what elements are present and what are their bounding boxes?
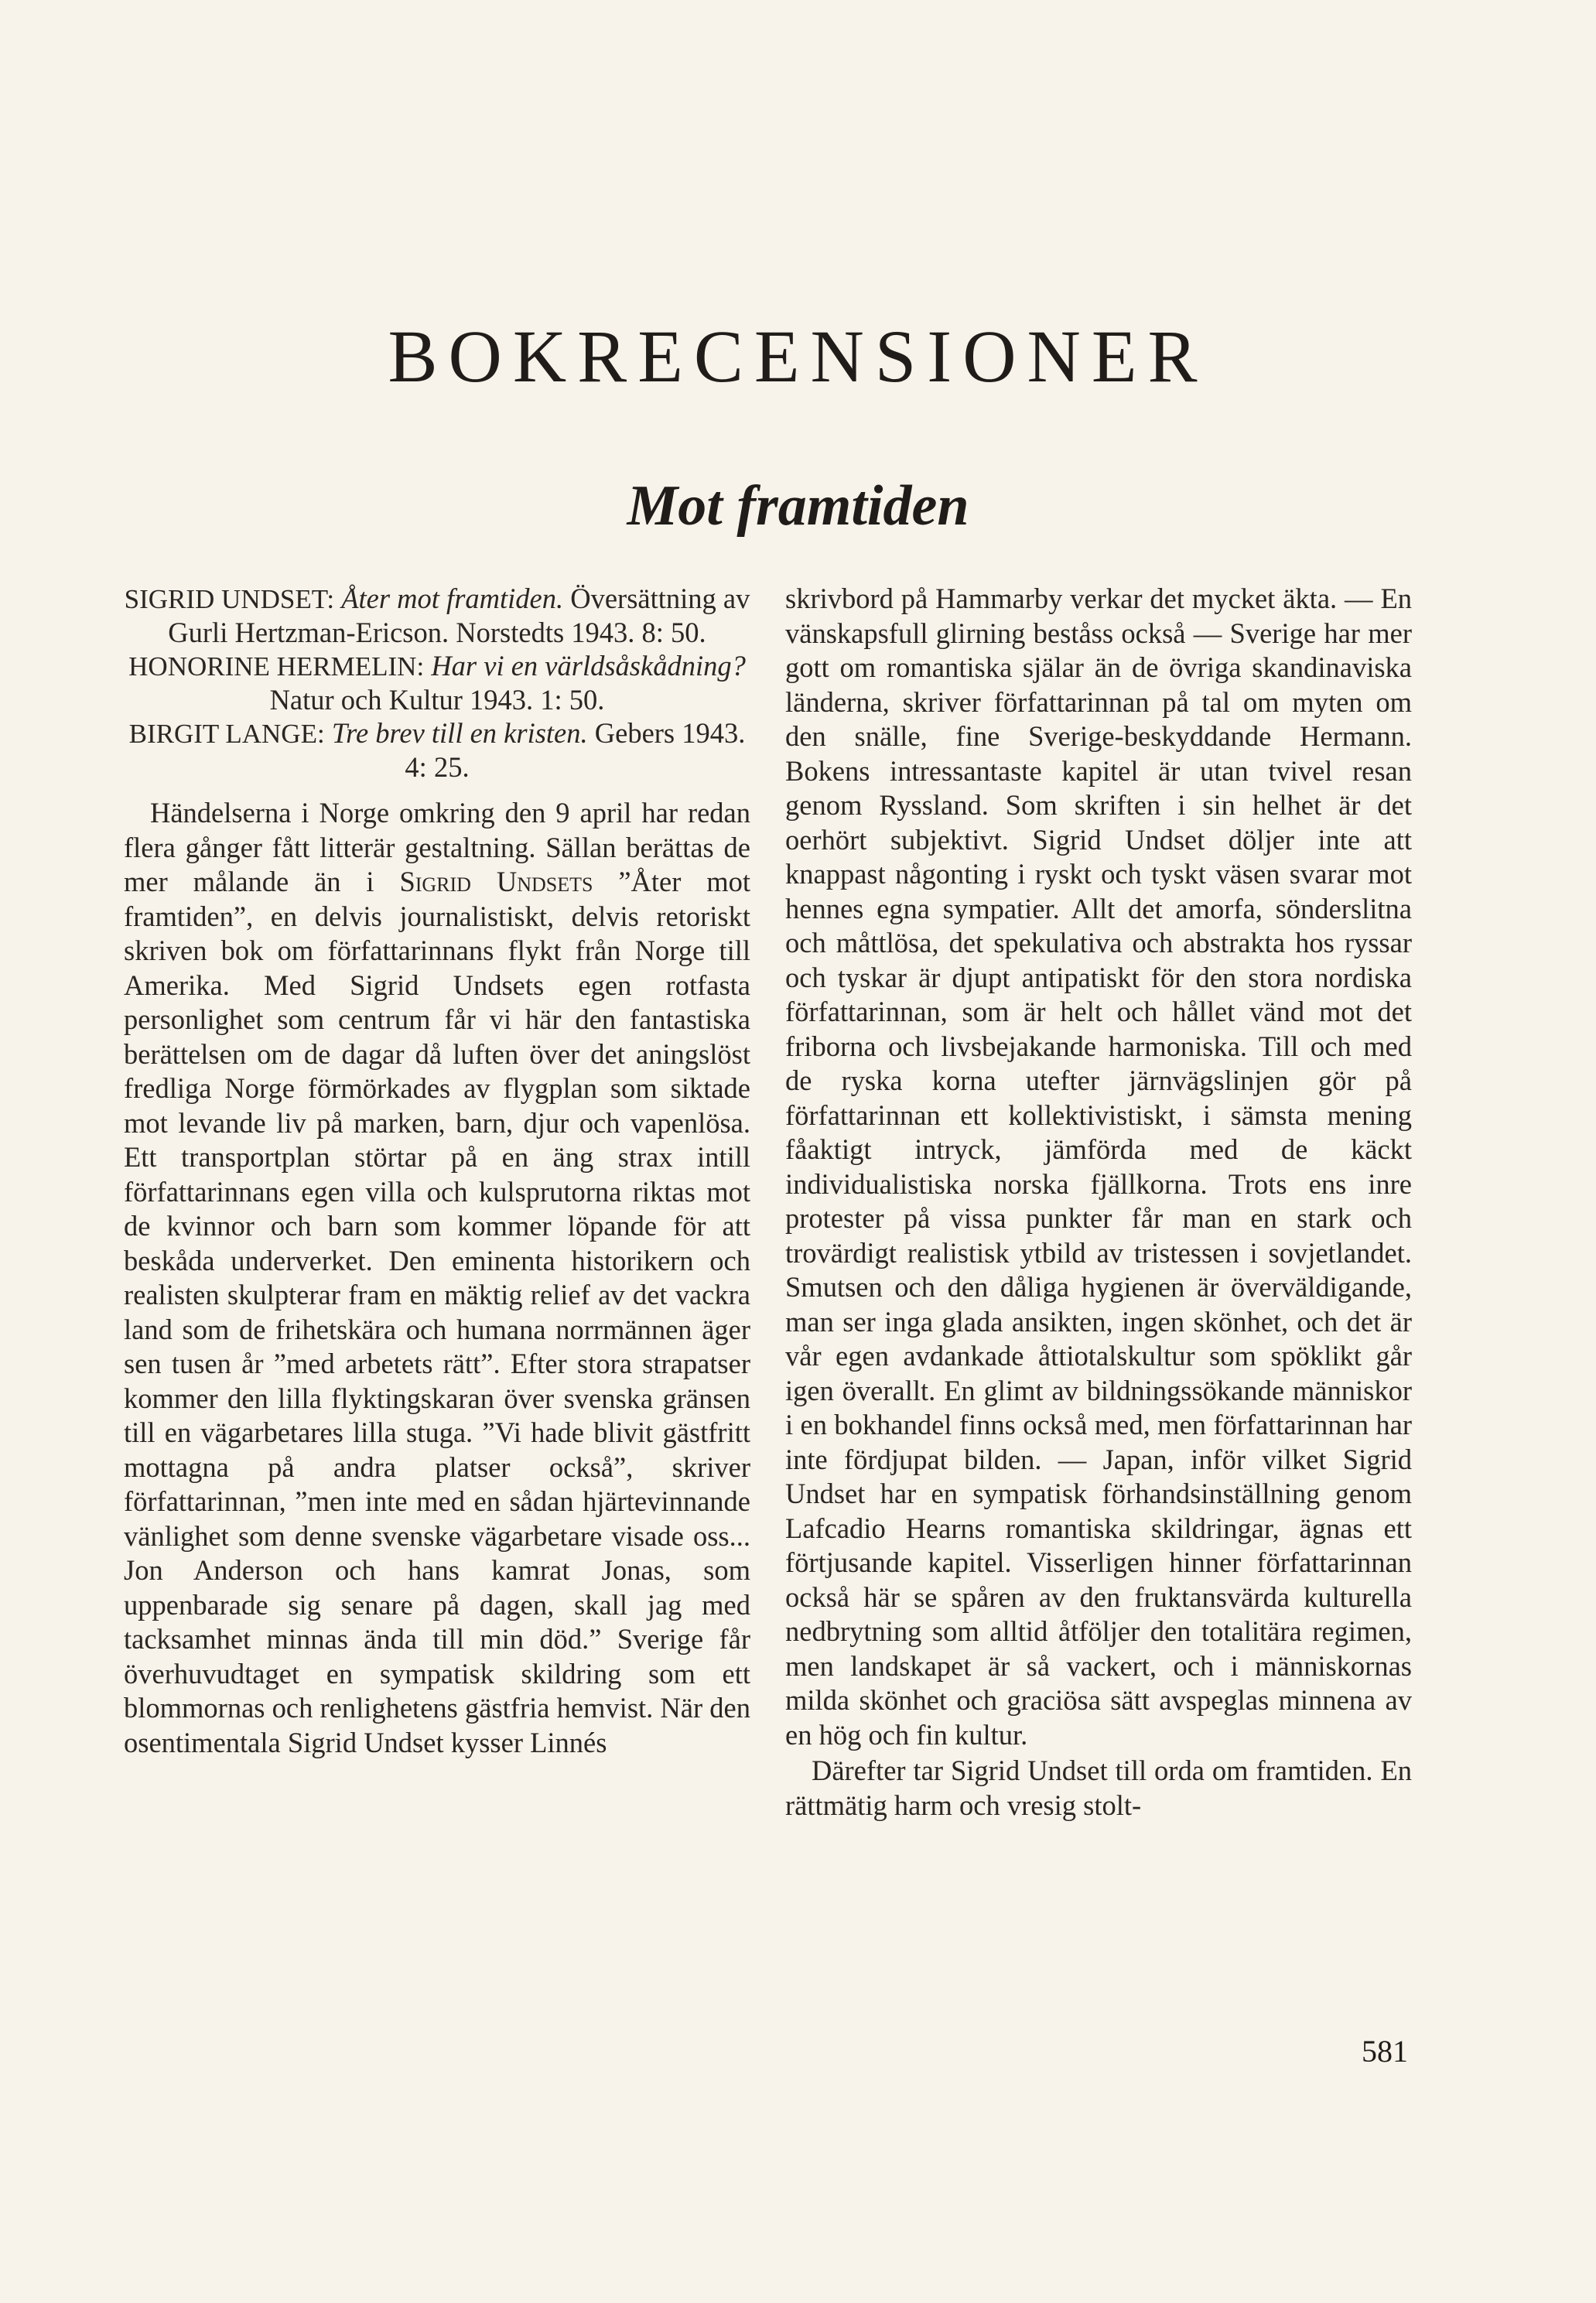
right-column: [785, 582, 1412, 1823]
author-small-caps: Sigrid Undsets: [399, 866, 593, 897]
page-number: 581: [1362, 2034, 1408, 2069]
section-title: BOKRECENSIONER: [388, 315, 1208, 398]
bibliography-entry: [124, 649, 750, 716]
bib-title: Åter mot framtiden.: [341, 583, 564, 614]
bibliography-entry: [124, 716, 750, 784]
bib-title: Tre brev till en kristen.: [331, 717, 588, 749]
review-text-right: skrivbord på Hammarby verkar det mycket äkta. — En vänskapsfull glirning beståss också — Sverige har mer gott om romantiska själar än de övriga skandinaviska länderna, skriver författarinnan på tal om myten om den snälle, fine Sverige-beskyddande Hermann. Bokens intressantaste kapitel är utan tvivel resan genom Ryssland. Som skriften i sin helhet är det oerhört subjektivt. Sigrid Undset döljer inte att knappast någonting i ryskt och tyskt väsen svarar mot hennes egna sympatier. Allt det amorfa, sönderslitna och måttlösa, det spekulativa och abstrakta hos ryssar och tyskar är djupt antipatiskt för den stora nordiska författarinnan, som är helt och hållet vänd mot det friborna och livsbejakande harmoniska. Till och med de ryska korna utefter järnvägslinjen gör på författarinnan ett kollektivistiskt, i sämsta mening fåaktigt intryck, jämförda med de käckt individualistiska norska fjällkorna. Trots ens inre protester på vissa punkter får man en stark och trovärdigt realistisk ytbild av tristessen i sovjetlandet. Smutsen och den dåliga hygienen är överväldigande, man ser inga glada ansikten, ingen skönhet, och det är vår egen avdankade åttiotalskultur som spöklikt går igen överallt. En glimt av bildningssökande människor i en bokhandel finns också med, men författarinnan har inte fördjupat bilden. — Japan, inför vilket Sigrid Undset har en sympatisk förhandsinställning genom Lafcadio Hearns romantiska skildringar, ägnas ett förtjusande kapitel. Visserligen hinner författarinnan också här se spåren av den fruktansvärda kulturella nedbrytning som alltid åtföljer den totalitära regimen, men landskapet är så vackert, och i människornas milda skönhet och graciösa sätt avspeglas minnena av en hög och fin kultur.: [785, 583, 1412, 1751]
bib-author: BIRGIT LANGE:: [128, 719, 325, 749]
bib-details: Natur och Kultur 1943. 1: 50.: [269, 684, 605, 716]
bib-title: Har vi en världsåskådning?: [431, 650, 746, 682]
left-column: [124, 582, 750, 1760]
bib-details: Översättning av Gurli Hertzman-Ericson. Norstedts 1943. 8: 50.: [168, 583, 750, 648]
bib-author: HONORINE HERMELIN:: [128, 651, 425, 682]
bibliography-entry: [124, 582, 750, 649]
article-title: Mot framtiden: [627, 474, 969, 538]
review-paragraph: [124, 796, 750, 1760]
bib-author: SIGRID UNDSET:: [124, 584, 335, 614]
bib-details: Gebers 1943. 4: 25.: [405, 717, 746, 783]
review-text-left: ”Åter mot framtiden”, en delvis journalistiskt, delvis retoriskt skriven bok om författarinnans flykt från Norge till Amerika. Med Sigrid Undsets egen rotfasta personlighet som centrum får vi här den fantastiska berättelsen om de dagar då luften över det aningslöst fredliga Norge förmörkades av flygplan som siktade mot levande liv på marken, barn, djur och vapenlösa. Ett transportplan störtar på en äng strax intill författarinnans egen villa och kulsprutorna riktas mot de kvinnor och barn som kommer löpande för att beskåda underverket. Den eminenta historikern och realisten skulpterar fram en mäktig relief av det vackra land som de frihetskära och humana norrmännen äger sen tusen år ”med arbetets rätt”. Efter stora strapatser kommer den lilla flyktingskaran över svenska gränsen till en vägarbetares lilla stuga. ”Vi hade blivit gästfritt mottagna på andra platser också”, skriver författarinnan, ”men inte med en sådan hjärtevinnande vänlighet som denne svenske vägarbetare visade oss... Jon Anderson och hans kamrat Jonas, som uppenbarade sig senare på dagen, skall jag med tacksamhet minnas ända till min död.” Sverige får överhuvudtaget en sympatisk skildring som ett blommornas och renlighetens gästfria hemvist. När den osentimentala Sigrid Undset kysser Linnés: [124, 866, 751, 1758]
review-paragraph-2: Därefter tar Sigrid Undset till orda om framtiden. En rättmätig harm och vresig stolt-: [785, 1755, 1412, 1821]
review-intro: Händelserna i Norge omkring den 9 april har redan flera gånger fått litterär gestaltning. Sällan berättas de mer målande än i: [124, 797, 750, 897]
